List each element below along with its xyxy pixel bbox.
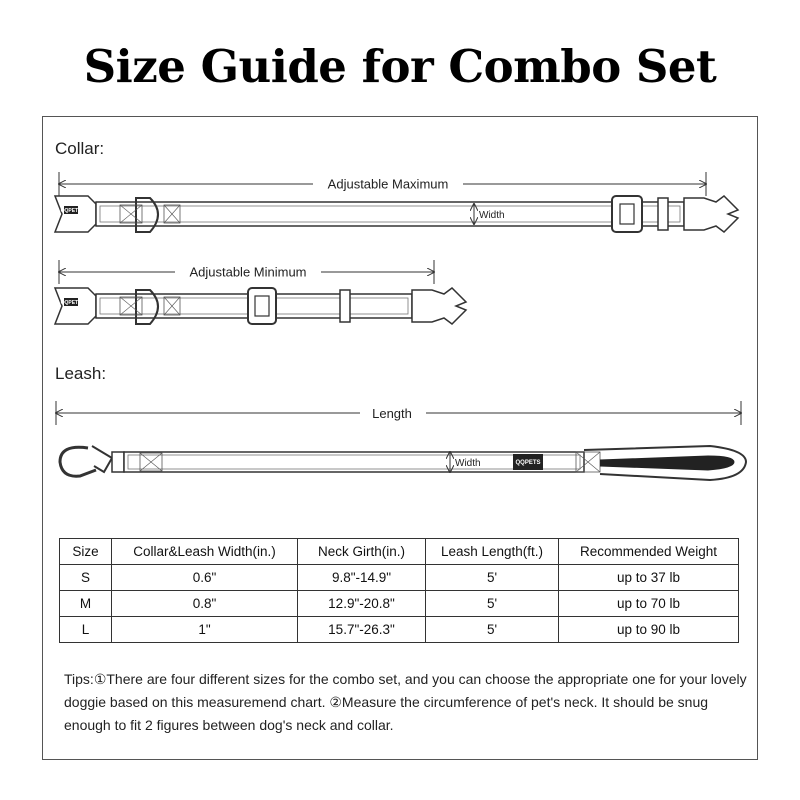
size-table: [59, 538, 739, 643]
table-cell: S: [60, 565, 112, 591]
tips-text: Tips:①There are four different sizes for the combo set, and you can choose the appropriate one for your lovely doggie based on this measuremend chart. ②Measure the circumference of pet's neck. It should be snug enough to fit 2 figures between dog's neck and collar.: [64, 671, 747, 733]
table-header: Size: [60, 539, 112, 565]
table-cell: 15.7"-26.3": [298, 617, 426, 643]
collar-keeper: [658, 198, 668, 230]
table-cell: up to 90 lb: [559, 617, 739, 643]
table-header: Recommended Weight: [559, 539, 739, 565]
leash-width-label: Width: [455, 458, 481, 469]
table-cell: L: [60, 617, 112, 643]
collar-min-diagram: [55, 260, 466, 324]
leash-snap-hook: [60, 447, 96, 476]
page-title: Size Guide for Combo Set: [83, 40, 717, 93]
table-cell: 1": [112, 617, 298, 643]
table-cell: 12.9"-20.8": [298, 591, 426, 617]
table-row: [60, 565, 739, 591]
collar-max-diagram: [55, 172, 738, 232]
table-cell: 5': [426, 617, 559, 643]
collar-min-brand: QQPETS: [60, 300, 82, 306]
table-row: [60, 591, 739, 617]
table-cell: 0.6": [112, 565, 298, 591]
table-header: Leash Length(ft.): [426, 539, 559, 565]
table-header-row: [60, 539, 739, 565]
table-cell: 5': [426, 591, 559, 617]
table-cell: 5': [426, 565, 559, 591]
collar-max-width-label: Width: [479, 210, 505, 221]
table-cell: M: [60, 591, 112, 617]
leash-section-label: Leash:: [55, 364, 107, 383]
table-header: Collar&Leash Width(in.): [112, 539, 298, 565]
collar-buckle-male: [684, 196, 738, 232]
table-cell: up to 70 lb: [559, 591, 739, 617]
table-cell: 0.8": [112, 591, 298, 617]
table-cell: 9.8"-14.9": [298, 565, 426, 591]
table-row: [60, 617, 739, 643]
collar-slide-buckle: [612, 196, 642, 232]
collar-min-label: Adjustable Minimum: [189, 264, 307, 280]
collar-section-label: Collar:: [55, 139, 105, 158]
table-header: Neck Girth(in.): [298, 539, 426, 565]
leash-length-label: Length: [372, 406, 412, 421]
leash-brand: QQPETS: [515, 460, 541, 466]
table-cell: up to 37 lb: [559, 565, 739, 591]
collar-max-brand: QQPETS: [60, 208, 82, 214]
leash-diagram: [56, 401, 746, 480]
collar-max-label: Adjustable Maximum: [327, 176, 449, 192]
